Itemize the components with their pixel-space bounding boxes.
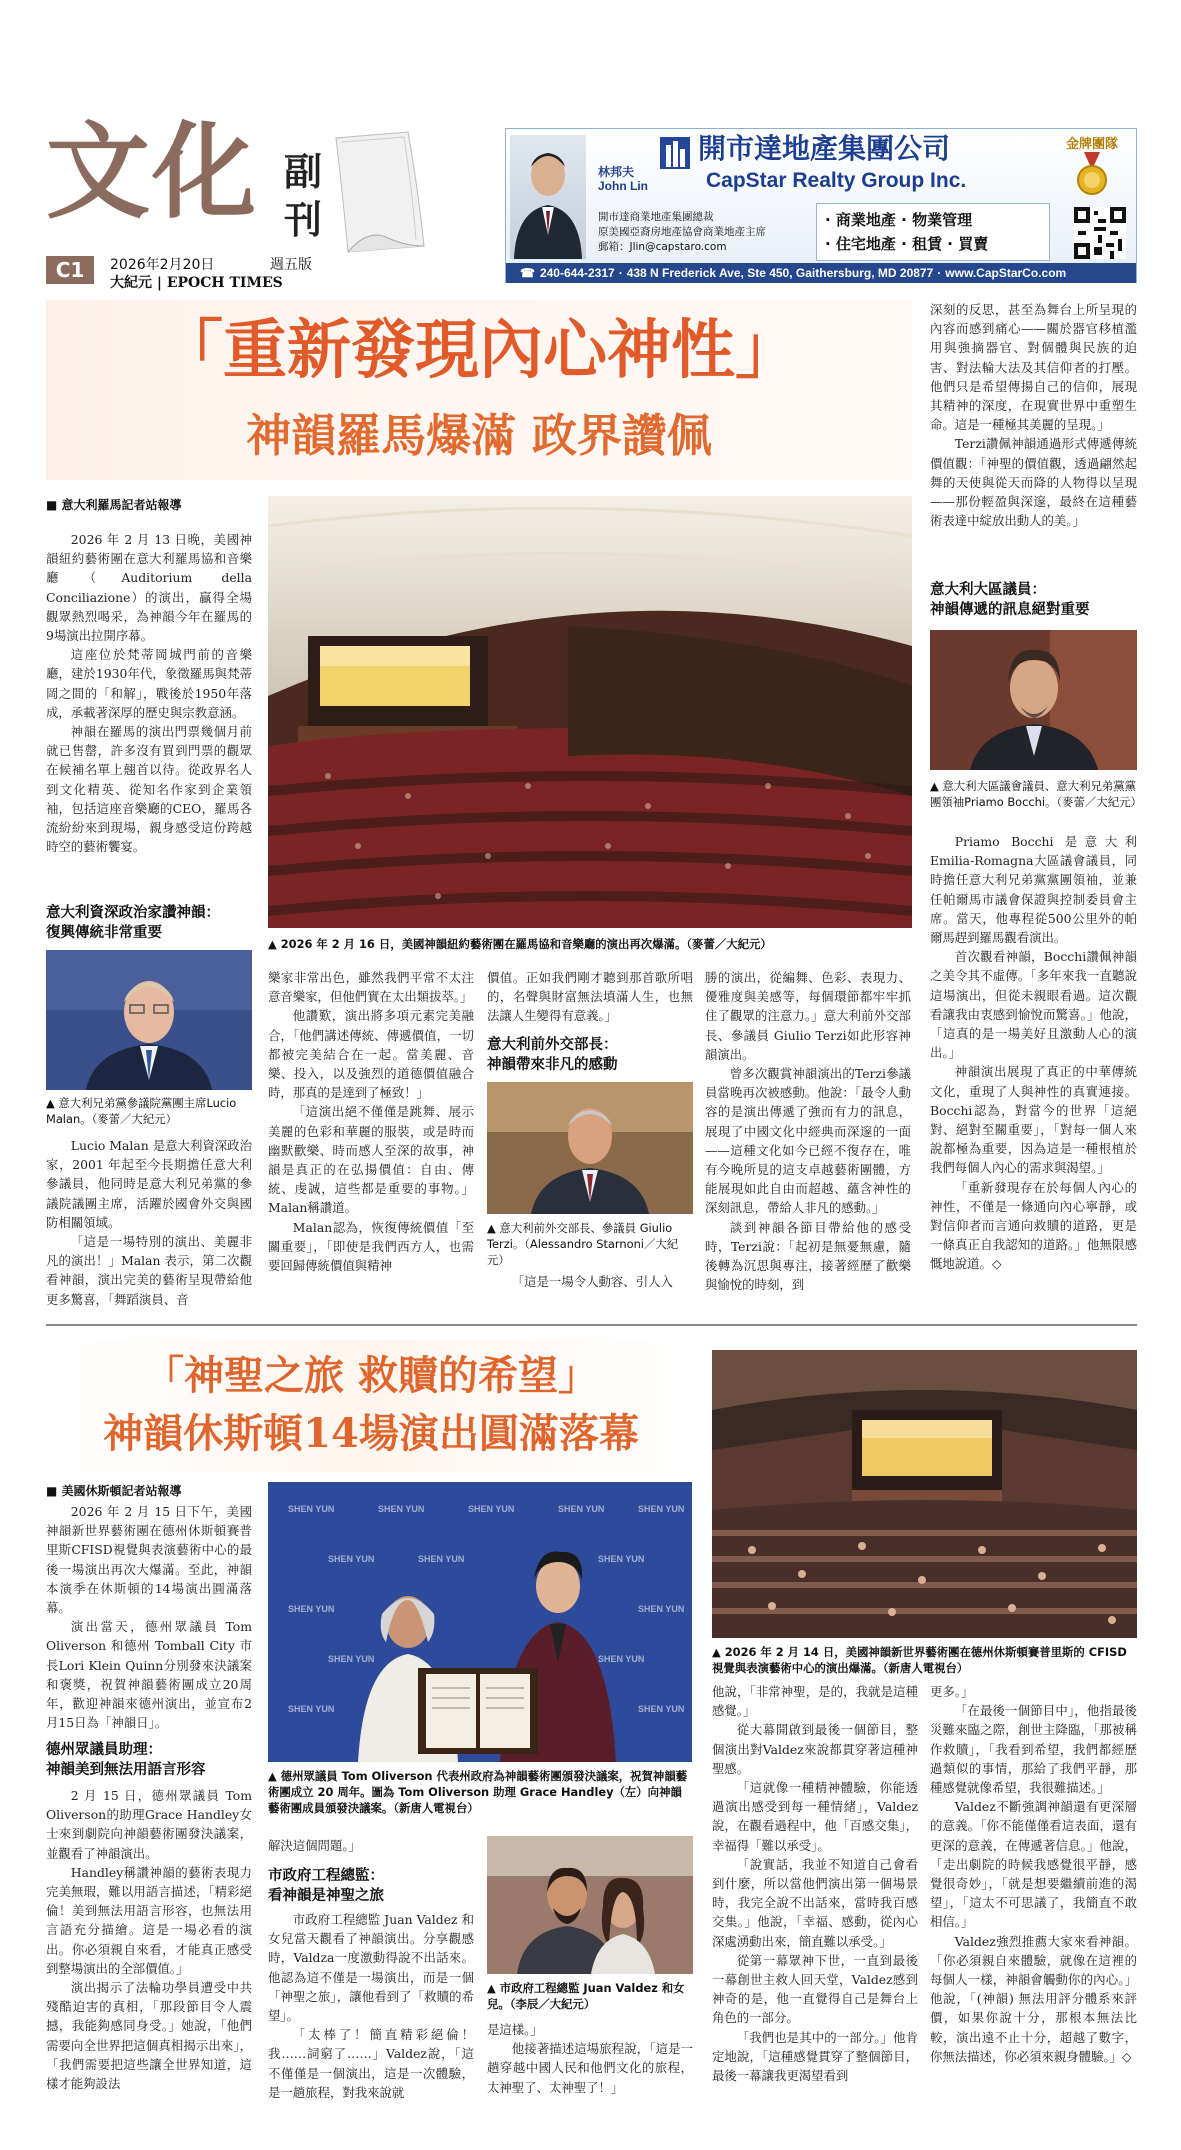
paragraph: 解決這個問題。」 bbox=[268, 1838, 361, 1853]
svg-text:SHEN YUN: SHEN YUN bbox=[328, 1654, 375, 1664]
article2-col1b bbox=[46, 1786, 252, 2136]
ad-person-name-en: John Lin bbox=[598, 179, 648, 193]
caption-bocchi: ▲ 意大利大區議會議員、意大利兄弟黨黨團領袖Priamo Bocchi。（麥蕾／大紀元） bbox=[930, 779, 1142, 809]
paragraph: 「這演出絕不僅僅是跳舞、展示美麗的色彩和華麗的服裝，或是時而幽默歡樂、時而感人至深的故事，神韻是真正的在弘揚價值：自由、傳統、虔誠，這些都是重要的事物。」Malan稱讚道。 bbox=[268, 1104, 474, 1216]
paragraph: 「這是一場特別的演出、美麗非凡的演出！」Malan 表示，第二次觀看神韻，演出完美的藝術呈現帶給他更多驚喜，「舞蹈演員、音 bbox=[46, 1234, 252, 1307]
ad-person-name-cn: 林邦夫 bbox=[598, 165, 635, 179]
article1-byline: ■ 意大利羅馬記者站報導 bbox=[46, 498, 182, 512]
svg-text:SHEN YUN: SHEN YUN bbox=[378, 1504, 425, 1514]
article1-col3b bbox=[487, 1272, 693, 1312]
article1-col2 bbox=[268, 968, 474, 1314]
paragraph: 樂家非常出色，雖然我們平常不太注意音樂家，但他們實在太出類拔萃。」 bbox=[268, 970, 474, 1005]
ad-person-photo bbox=[510, 135, 586, 259]
paragraph: 他說，「非常神聖，是的，我就是這種感覺。」 bbox=[712, 1684, 918, 1719]
ad-company-name-cn: 開市達地產集團公司 bbox=[698, 132, 951, 165]
article2-subheadline: 神韻休斯頓14場演出圓滿落幕 bbox=[103, 1410, 639, 1457]
ad-person-title-2: 原美國亞裔房地產協會商業地產主席 bbox=[598, 226, 766, 238]
paragraph: Valdez不斷強調神韻還有更深層的意義。「你不能僅僅看這表面，還有更深的意義，在傳遞著信息。」他說，「走出劇院的時候我感覺很平靜，感覺很奇妙」，「就是想要繼續前進的渴望」，「這太不可思議了，我簡直不敢相信。」 bbox=[930, 1799, 1137, 1930]
article2-byline: ■ 美國休斯頓記者站報導 bbox=[46, 1484, 182, 1498]
medal-icon bbox=[1072, 152, 1112, 196]
photo-houston-theater bbox=[712, 1350, 1137, 1638]
phone-icon: ☎ bbox=[520, 266, 535, 280]
paragraph: 演出揭示了法輪功學員遭受中共殘酷迫害的真相，「那段節目令人震撼，我能夠感同身受。」她說，「他們需要向全世界把這個真相揭示出來」，「我們需要把這些讓全世界知道，這樣才能夠設法 bbox=[46, 1980, 252, 2092]
paragraph: 2026 年 2 月 15 日下午，美國神韻新世界藝術團在德州休斯頓賽普里斯CFISD視覺與表演藝術中心的最後一場演出再次大爆滿。至此，神韻本演季在休斯頓的14場演出圓滿落幕。 bbox=[46, 1504, 252, 1616]
paragraph: 「重新發現存在於每個人內心的神性，不僅是一條通向內心寧靜，或對信仰者而言通向救贖的道路，更是一條真正自我認知的道路。」他無限感慨地說道。◇ bbox=[930, 1179, 1137, 1272]
paragraph: Terzi讚佩神韻通過形式傳遞傳統價值觀：「神聖的價值觀，透過翩然起舞的天使與從天而降的人物得以呈現——那份輕盈與深邃，最終在這種藝術表達中綻放出動人的美。」 bbox=[930, 436, 1137, 529]
ad-service-line-1: · 商業地產 · 物業管理 bbox=[825, 211, 973, 229]
svg-text:SHEN YUN: SHEN YUN bbox=[638, 1704, 685, 1714]
ad-services-box bbox=[816, 203, 1050, 261]
photo-rome-theater bbox=[268, 496, 912, 928]
paragraph: 他讚歎，演出將多項元素完美融合，「他們講述傳統、傳遞價值，一切都被完美結合在一起。當美麗、音樂、投入，以及強烈的道德價值融合時，那真的是達到了極致！」 bbox=[268, 1008, 474, 1101]
caption-rome-theater: ▲ 2026 年 2 月 16 日，美國神韻紐約藝術團在羅馬協和音樂廳的演出再次爆滿。（麥蕾／大紀元） bbox=[268, 937, 772, 951]
ad-banner[interactable] bbox=[505, 128, 1137, 283]
paragraph: 「這就像一種精神體驗，你能透過演出感受到每一種情緒」，Valdez說，在觀看過程中，他「百感交集」，幸福得「難以承受」。 bbox=[712, 1780, 918, 1853]
separator: · bbox=[618, 266, 623, 280]
article2-col2b bbox=[268, 1910, 474, 2136]
ad-address: 438 N Frederick Ave, Ste 450, Gaithersburg, MD 20877 bbox=[626, 266, 934, 280]
ad-company-logo-icon bbox=[658, 135, 692, 171]
issue-date: 2026年2月20日 bbox=[110, 257, 215, 273]
paragraph: 神韻在羅馬的演出門票幾個月前就已售罄，許多沒有買到門票的觀眾在候補名單上翹首以待。從政界名人到文化精英、從知名作家到企業領袖，包括這座音樂廳的CEO，羅馬各流紛紛來到現場，親身感受這份跨越時空的藝術饗宴。 bbox=[46, 724, 252, 855]
section-title: 文化 bbox=[46, 110, 259, 233]
article1-subhead-bocchi: 意大利大區議員： 神韻傳遞的訊息絕對重要 bbox=[930, 582, 1090, 618]
paragraph: Malan認為，恢復傳統價值「至關重要」，「即使是我們西方人，也需要回歸傳統價值與精神 bbox=[268, 1219, 474, 1274]
article1-col3a bbox=[487, 968, 693, 1030]
separator: · bbox=[937, 266, 942, 280]
svg-text:SHEN YUN: SHEN YUN bbox=[638, 1504, 685, 1514]
article2-col2a bbox=[268, 1836, 474, 1858]
paragraph: 價值。正如我們剛才聽到那首歌所唱的，名聲與財富無法填滿人生，也無法讓人生變得有意義。」 bbox=[487, 970, 693, 1024]
article2-subhead-handley: 德州眾議員助理： 神韻美到無法用語言形容 bbox=[46, 1742, 206, 1778]
ad-service-line-2: · 住宅地產 · 租賃 · 買賣 bbox=[825, 235, 989, 253]
svg-text:SHEN YUN: SHEN YUN bbox=[418, 1554, 465, 1564]
paragraph: 演出當天，德州眾議員 Tom Oliverson 和德州 Tomball City 市長Lori Klein Quinn分別發來決議案和褒獎，祝賀神韻藝術團成立20周年，歡迎神韻來德州演出，並宣布2月15日為「神韻日」。 bbox=[46, 1619, 252, 1731]
article1-col1 bbox=[46, 530, 252, 896]
paragraph: 「這是一場令人動容、引人入 bbox=[511, 1274, 673, 1289]
article2-col4 bbox=[712, 1682, 918, 2136]
article1-headline: 「重新發現內心神性」 bbox=[159, 313, 799, 388]
paragraph: 「太棒了！簡直精彩絕倫！我……詞窮了……」Valdez說，「這不僅僅是一個演出，這是一次體驗，是一趟旅程，對我來說就 bbox=[268, 2027, 474, 2100]
photo-lucio-malan bbox=[46, 950, 252, 1090]
photo-grace-handley bbox=[268, 1482, 692, 1762]
page-code: C1 bbox=[55, 258, 85, 282]
qr-code-icon[interactable] bbox=[1074, 207, 1126, 259]
article1-subheadline: 神韻羅馬爆滿 政界讚佩 bbox=[246, 409, 712, 462]
article2-col3a bbox=[487, 2020, 693, 2136]
section-subtitle bbox=[284, 148, 334, 244]
paragraph: Valdez強烈推薦大家來看神韻。「你必須親自來體驗，就像在這裡的每個人一樣，神韻會觸動你的內心。」他說，「(神韻) 無法用評分體系來評價，如果你說十分，那根本無法比較，演出遠不止十分，超越了數字，你無法描述，你必須來親身體驗。」◇ bbox=[930, 1933, 1137, 2064]
paragraph: Lucio Malan 是意大利資深政治家，2001 年起至今長期擔任意大利參議員，他同時是意大利兄弟黨的參議院議團主席，活躍於國會外交與國防相關領域。 bbox=[46, 1138, 252, 1230]
paragraph: 從第一幕眾神下世，一直到最後一幕創世主救人回天堂，Valdez感到神奇的是，他一直覺得自己是舞台上角色的一部分。 bbox=[712, 1952, 918, 2026]
article1-col4 bbox=[705, 968, 911, 1314]
page-curl-icon bbox=[328, 128, 428, 253]
article2-col5 bbox=[930, 1682, 1137, 2136]
svg-text:SHEN YUN: SHEN YUN bbox=[468, 1504, 515, 1514]
paragraph: 「我們也是其中的一部分。」他肯定地說，「這種感覺貫穿了整個節目，最後一幕讓我更渴望看到 bbox=[712, 2029, 918, 2084]
paragraph: 2026 年 2 月 13 日晚，美國神韻紐約藝術團在意大利羅馬協和音樂廳（Auditorium della Conciliazione）的演出，贏得全場觀眾熱烈喝采，為神韻今年在羅馬的9場演出拉開序幕。 bbox=[46, 532, 252, 644]
issue-edition: 週五版 bbox=[270, 257, 312, 273]
paragraph: 「在最後一個節目中」，他指最後災難來臨之際，創世主降臨，「那被稱作救贖」，「我看到希望，我們都經歷過類似的事情，那給了我們平靜，那種感覺就像希望，我很難描述。」 bbox=[930, 1703, 1137, 1796]
caption-houston-theater: ▲ 2026 年 2 月 14 日，美國神韻新世界藝術團在德州休斯頓賽普里斯的 CFISD 視覺與表演藝術中心的演出爆滿。（新唐人電視台） bbox=[712, 1645, 1127, 1675]
photo-priamo-bocchi bbox=[930, 630, 1137, 770]
paragraph: 這座位於梵蒂岡城門前的音樂廳，建於1930年代，象徵羅馬與梵蒂岡之間的「和解」，戰後於1950年落成，承載著深厚的歷史與宗教意涵。 bbox=[46, 647, 252, 720]
ad-email[interactable]: 郵箱：Jlin@capstaro.com bbox=[598, 241, 727, 253]
paragraph: 2 月 15 日，德州眾議員 Tom Oliverson的助理Grace Handley女士來到劇院向神韻藝術團發決議案，並觀看了神韻演出。 bbox=[46, 1788, 252, 1861]
section-subtitle-2: 刊 bbox=[284, 197, 323, 242]
paragraph: 勝的演出，從編舞、色彩、表現力、優雅度與美感等，每個環節都牢牢抓住了觀眾的注意力。」意大利前外交部長、參議員 Giulio Terzi如此形容神韻演出。 bbox=[705, 970, 911, 1062]
caption-terzi: ▲ 意大利前外交部長、參議員 Giulio Terzi。（Alessandro Starnoni／大紀元） bbox=[487, 1221, 679, 1267]
article1-subhead-terzi: 意大利前外交部長： 神韻帶來非凡的感動 bbox=[487, 1037, 618, 1073]
ad-website[interactable]: www.CapStarCo.com bbox=[945, 266, 1067, 280]
ad-phone[interactable]: 240-644-2317 bbox=[539, 266, 615, 280]
ad-gold-badge bbox=[1054, 133, 1130, 203]
photo-giulio-terzi bbox=[487, 1082, 693, 1214]
paragraph: 神韻演出展現了真正的中華傳統文化，重現了人與神性的真實連接。Bocchi認為，對當今的世界「這絕對、絕對至關重要」，「對每一個人來說都極為重要，因為這是一種根植於我們每個人內心的需求與渴望。」 bbox=[930, 1064, 1137, 1176]
article1-col5b bbox=[930, 832, 1137, 1318]
article1-col5a bbox=[930, 300, 1137, 572]
svg-text:SHEN YUN: SHEN YUN bbox=[638, 1604, 685, 1614]
section-divider bbox=[46, 1324, 1137, 1326]
paragraph: 談到神韻各節目帶給他的感受時，Terzi說：「起初是無憂無慮，隨後轉為沉思與專注，接著經歷了歡樂與愉悅的時刻，到 bbox=[705, 1219, 911, 1293]
paragraph: 深刻的反思，甚至為舞台上所呈現的內容而感到痛心——關於器官移植濫用與強摘器官、對個體與民族的迫害、對法輪大法及其信仰者的打壓。他們只是希望傳揚自己的信仰，展現其精神的深度，在現實世界中重塑生命。這是一種極其美麗的呈現。」 bbox=[930, 302, 1137, 433]
ad-contact-bar bbox=[506, 263, 1136, 283]
article1-col1b bbox=[46, 1136, 252, 1316]
paragraph: Handley稱讚神韻的藝術表現力完美無瑕，難以用語言描述，「精彩絕倫！美到無法用語言形容，也無法用言語充分描繪。這是一場必看的演出。你必須親自來看，才能真正感受到整場演出的全部價值。」 bbox=[46, 1864, 252, 1976]
paragraph: Priamo Bocchi 是意大利Emilia-Romagna大區議會議員，同時擔任意大利兄弟黨黨團領袖，並兼任帕爾馬市議會保證與控制委員會主席。當天，他專程從500公里外的帕爾馬趕到羅馬觀看演出。 bbox=[930, 834, 1137, 946]
svg-text:SHEN YUN: SHEN YUN bbox=[598, 1654, 645, 1664]
paragraph: 市政府工程總監 Juan Valdez 和女兒當天觀看了神韻演出。分享觀感時，Valdza一度激動得說不出話來。他認為這不僅是一場演出，而是一個「神聖之旅」，讓他看到了「救贖的希望」。 bbox=[268, 1912, 474, 2024]
paragraph: 曾多次觀賞神韻演出的Terzi參議員當晚再次被感動。他說：「最令人動容的是演出傳遞了強而有力的訊息，展現了中國文化中經典而深邃的一面——這種文化如今已經不復存在，唯有今晚所見的這支卓越藝術團體，方能展現如此自由而超越、蘊含神性的深刻訊息，帶給人非凡的感動。」 bbox=[705, 1066, 911, 1216]
article2-subhead-valdez: 市政府工程總監： 看神韻是神聖之旅 bbox=[268, 1868, 384, 1904]
svg-text:SHEN YUN: SHEN YUN bbox=[328, 1554, 375, 1564]
article2-col1 bbox=[46, 1502, 252, 1738]
article1-subhead-malan: 意大利資深政治家讚神韻： 復興傳統非常重要 bbox=[46, 905, 220, 941]
photo-juan-valdez bbox=[487, 1836, 693, 1974]
page-code-badge bbox=[46, 256, 94, 284]
caption-valdez: ▲ 市政府工程總監 Juan Valdez 和女兒。（李辰／大紀元） bbox=[487, 1981, 685, 2011]
section-subtitle-1: 副 bbox=[284, 149, 323, 194]
svg-text:SHEN YUN: SHEN YUN bbox=[288, 1704, 335, 1714]
paragraph: 「說實話，我並不知道自己會看到什麼，所以當他們演出第一個場景時，我完全說不出話來，當時我百感交集。」他說，「幸福、感動，從內心深處湧動出來，簡直難以承受。」 bbox=[712, 1856, 918, 1949]
ad-person-title-1: 開市達商業地產集團總裁 bbox=[598, 211, 714, 223]
paragraph: 首次觀看神韻，Bocchi讚佩神韻之美令其不虛傳。「多年來我一直聽說這場演出，但從未親眼看過。這次觀看讓我由衷感到愉悅而驚喜。」他說，「這真的是一場美好且激動人心的演出。」 bbox=[930, 949, 1137, 1061]
paragraph: 從大幕開啟到最後一個節目，整個演出對Valdez來說都貫穿著這種神聖感。 bbox=[712, 1722, 918, 1776]
caption-grace-handley: ▲ 德州眾議員 Tom Oliverson 代表州政府為神韻藝術團頒發決議案，祝賀神韻藝術團成立 20 周年。圖為 Tom Oliverson 助理 Grace Handley（左）向神韻藝術團成員頒發決議案。（新唐人電視台） bbox=[268, 1769, 688, 1815]
ad-badge-label: 金牌團隊 bbox=[1065, 137, 1118, 152]
svg-text:SHEN YUN: SHEN YUN bbox=[558, 1504, 605, 1514]
ad-company-name-en: CapStar Realty Group Inc. bbox=[706, 169, 967, 192]
article2-headline: 「神聖之旅 救贖的希望」 bbox=[144, 1352, 598, 1399]
brand-logo: 大紀元 | EPOCH TIMES bbox=[110, 275, 283, 291]
caption-malan: ▲ 意大利兄弟黨參議院黨團主席Lucio Malan。（麥蕾／大紀元） bbox=[46, 1096, 237, 1126]
paragraph: 是這樣。」 bbox=[487, 2022, 543, 2037]
paragraph: 更多。」 bbox=[930, 1684, 974, 1699]
svg-text:SHEN YUN: SHEN YUN bbox=[288, 1604, 335, 1614]
paragraph: 他接著描述這場旅程說，「這是一趟穿越中國人民和他們文化的旅程，太神聖了、太神聖了！」 bbox=[487, 2041, 693, 2095]
svg-text:SHEN YUN: SHEN YUN bbox=[598, 1554, 645, 1564]
svg-text:SHEN YUN: SHEN YUN bbox=[288, 1504, 335, 1514]
